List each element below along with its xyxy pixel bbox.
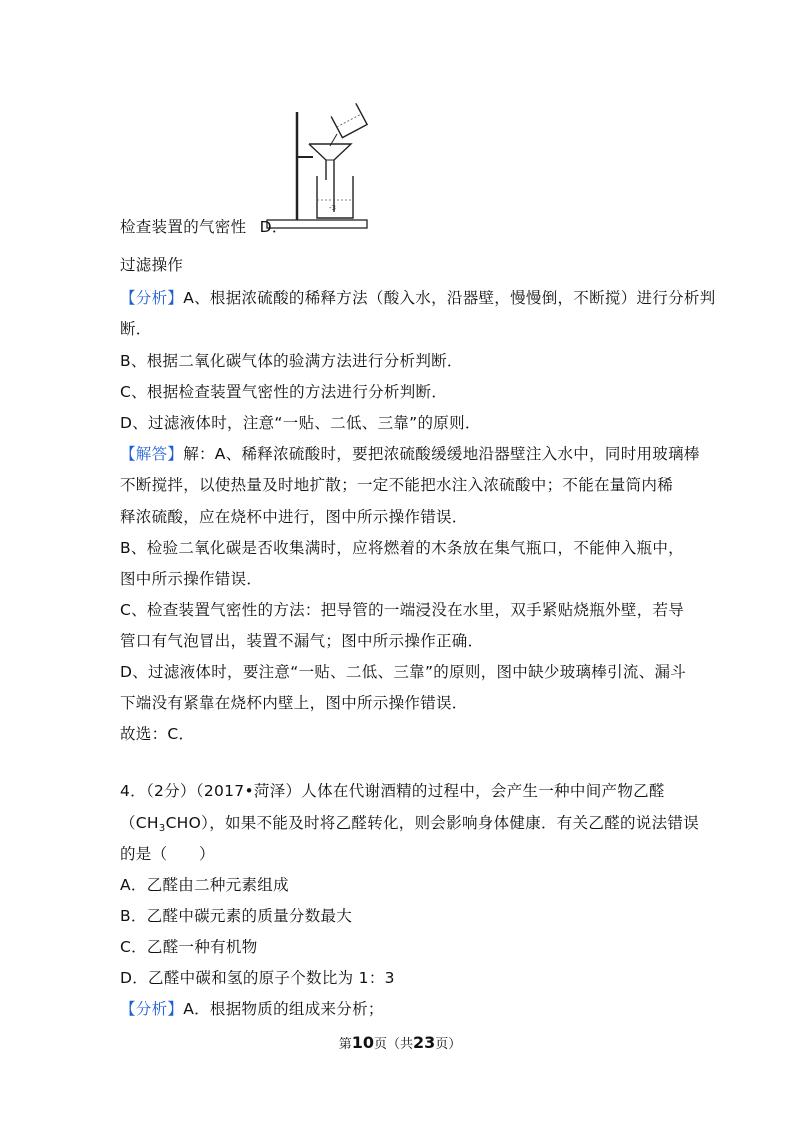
svg-text:-3: -3 bbox=[329, 204, 336, 212]
analysis-tag: 【分析】 bbox=[120, 289, 184, 307]
question-4-option-a: A．乙醛由二种元素组成 bbox=[120, 876, 289, 894]
answer-q3-line-4: B、检验二氧化碳是否收集满时，应将燃着的木条放在集气瓶口，不能伸入瓶中， bbox=[120, 539, 684, 557]
analysis-q3-line-2: 断． bbox=[120, 320, 152, 338]
answer-q3-line-7: 管口有气泡冒出，装置不漏气；图中所示操作正确． bbox=[120, 632, 484, 650]
answer-q3-line-2: 不断搅拌，以使热量及时地扩散；一定不能把水注入浓硫酸中；不能在量筒内稀 bbox=[120, 476, 674, 494]
option-c-line bbox=[120, 216, 690, 238]
answer-q3-line-3: 释浓硫酸，应在烧杯中进行，图中所示操作错误． bbox=[120, 508, 468, 526]
answer-tag: 【解答】 bbox=[120, 445, 184, 463]
question-4-option-d: D．乙醛中碳和氢的原子个数比为 1：3 bbox=[120, 969, 395, 987]
answer-q3-line-8: D、过滤液体时，要注意“一贴、二低、三靠”的原则，图中缺少玻璃棒引流、漏斗 bbox=[120, 663, 687, 681]
filtration-apparatus-diagram bbox=[255, 100, 375, 235]
question-4-line-2: $(CH_3CHO)$，如果不能及时将乙醛转化，则会影响身体健康．有关乙醛的说法错误 bbox=[120, 814, 699, 834]
analysis-q3-line-1: 【分析】A、根据浓硫酸的稀释方法（酸入水，沿器壁，慢慢倒，不断搅）进行分析判 bbox=[120, 289, 716, 307]
answer-q3-final: 故选：C． bbox=[120, 725, 195, 743]
question-4-line-1: 4．（2分）（2017•菏泽）人体在代谢酒精的过程中，会产生一种中间产物乙醛 bbox=[120, 782, 665, 800]
question-4-line-3: 的是（ ） bbox=[120, 845, 215, 863]
analysis-q4-line: 【分析】A．根据物质的组成来分析； bbox=[120, 1000, 384, 1018]
total-page-count: 23 bbox=[413, 1033, 436, 1052]
analysis-q3-line-3: B、根据二氧化碳气体的验满方法进行分析判断． bbox=[120, 352, 463, 370]
analysis-q3-line-4: C、根据检查装置气密性的方法进行分析判断． bbox=[120, 383, 448, 401]
answer-q3-line-1: 【解答】解：A、稀释浓硫酸时，要把浓硫酸缓缓地沿器壁注入水中，同时用玻璃棒 bbox=[120, 445, 700, 463]
answer-q3-line-5: 图中所示操作错误． bbox=[120, 570, 263, 588]
option-d-label: D． bbox=[259, 218, 288, 236]
analysis-q4-tag: 【分析】 bbox=[120, 1000, 184, 1018]
answer-q3-line-9: 下端没有紧靠在烧杯内壁上，图中所示操作错误． bbox=[120, 694, 468, 712]
current-page-number: 10 bbox=[351, 1033, 374, 1052]
question-4-option-b: B．乙醛中碳元素的质量分数最大 bbox=[120, 907, 353, 925]
page-footer: 第10页（共23页） bbox=[338, 1033, 462, 1052]
option-d-text: 过滤操作 bbox=[120, 256, 184, 274]
question-4-option-c: C．乙醛一种有机物 bbox=[120, 938, 258, 956]
option-c-text: 检查装置的气密性 bbox=[120, 218, 247, 236]
analysis-q3-line-5: D、过滤液体时，注意“一贴、二低、三靠”的原则． bbox=[120, 414, 481, 432]
answer-q3-line-6: C、检查装置气密性的方法：把导管的一端浸没在水里，双手紧贴烧瓶外壁，若导 bbox=[120, 601, 685, 619]
